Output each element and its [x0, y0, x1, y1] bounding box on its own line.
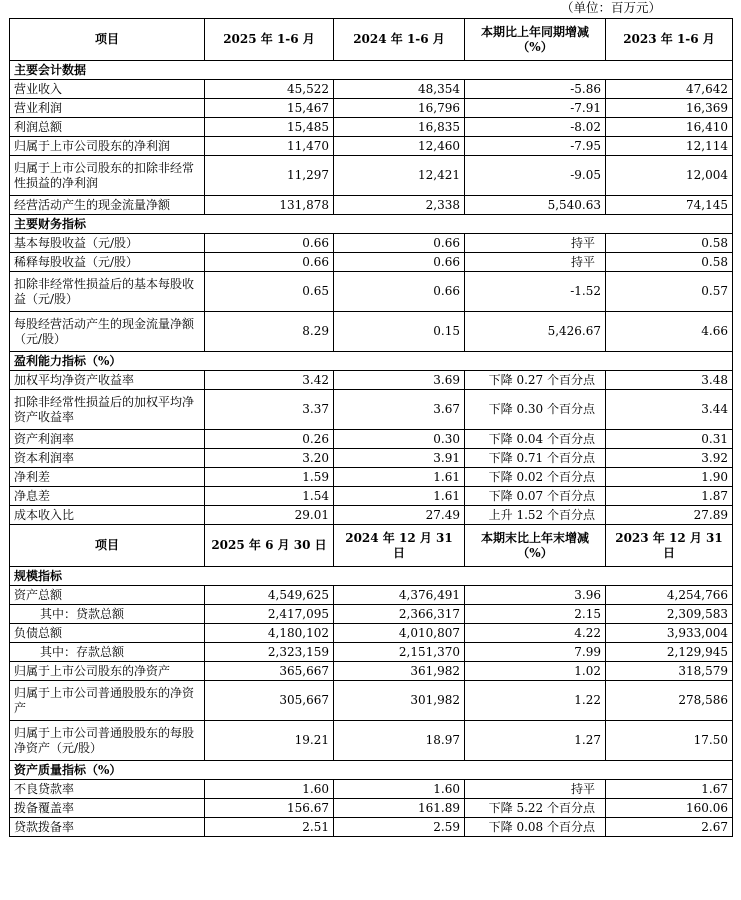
column-header: 项目 — [10, 525, 205, 567]
row-label: 归属于上市公司股东的净利润 — [10, 137, 205, 156]
value-current: 1.59 — [205, 468, 334, 487]
value-prior: 12,460 — [334, 137, 465, 156]
column-header: 2025 年 1-6 月 — [205, 19, 334, 61]
table-row — [10, 312, 733, 352]
value-earlier: 4,254,766 — [606, 586, 733, 605]
value-earlier: 12,004 — [606, 156, 733, 196]
value-change: 上升 1.52 个百分点 — [465, 506, 606, 525]
value-prior: 4,376,491 — [334, 586, 465, 605]
value-earlier: 1.67 — [606, 780, 733, 799]
section-row — [10, 567, 733, 586]
row-label: 利润总额 — [10, 118, 205, 137]
column-header: 本期末比上年末增减（%） — [465, 525, 606, 567]
value-prior: 3.67 — [334, 390, 465, 430]
table-row — [10, 80, 733, 99]
value-earlier: 16,410 — [606, 118, 733, 137]
value-current: 0.66 — [205, 234, 334, 253]
value-change: -5.86 — [465, 80, 606, 99]
table-row — [10, 586, 733, 605]
value-current: 156.67 — [205, 799, 334, 818]
value-change: 1.22 — [465, 681, 606, 721]
value-earlier: 47,642 — [606, 80, 733, 99]
value-earlier: 0.31 — [606, 430, 733, 449]
section-title: 盈利能力指标（%） — [10, 352, 733, 371]
row-label: 归属于上市公司股东的净资产 — [10, 662, 205, 681]
value-earlier: 3.48 — [606, 371, 733, 390]
column-header: 2023 年 12 月 31 日 — [606, 525, 733, 567]
value-prior: 2,366,317 — [334, 605, 465, 624]
row-label: 归属于上市公司普通股股东的每股净资产（元/股） — [10, 721, 205, 761]
value-current: 19.21 — [205, 721, 334, 761]
value-current: 0.26 — [205, 430, 334, 449]
table-row — [10, 468, 733, 487]
value-current: 3.42 — [205, 371, 334, 390]
value-change: -1.52 — [465, 272, 606, 312]
value-current: 365,667 — [205, 662, 334, 681]
table-row — [10, 137, 733, 156]
value-current: 0.66 — [205, 253, 334, 272]
section-title: 主要财务指标 — [10, 215, 733, 234]
value-current: 15,467 — [205, 99, 334, 118]
table-row — [10, 662, 733, 681]
table-row — [10, 799, 733, 818]
value-current: 4,549,625 — [205, 586, 334, 605]
value-change: 7.99 — [465, 643, 606, 662]
table-row — [10, 487, 733, 506]
value-current: 45,522 — [205, 80, 334, 99]
value-change: 下降 0.27 个百分点 — [465, 371, 606, 390]
row-label: 营业收入 — [10, 80, 205, 99]
value-prior: 18.97 — [334, 721, 465, 761]
value-change: 下降 5.22 个百分点 — [465, 799, 606, 818]
value-earlier: 2.67 — [606, 818, 733, 837]
value-change: 下降 0.30 个百分点 — [465, 390, 606, 430]
table-row — [10, 156, 733, 196]
value-earlier: 74,145 — [606, 196, 733, 215]
value-prior: 0.30 — [334, 430, 465, 449]
value-current: 131,878 — [205, 196, 334, 215]
value-change: 下降 0.08 个百分点 — [465, 818, 606, 837]
value-prior: 16,835 — [334, 118, 465, 137]
row-label: 其中：存款总额 — [10, 643, 205, 662]
value-change: 下降 0.04 个百分点 — [465, 430, 606, 449]
section-title: 主要会计数据 — [10, 61, 733, 80]
financial-summary-table — [9, 18, 733, 837]
value-prior: 1.60 — [334, 780, 465, 799]
value-earlier: 3.44 — [606, 390, 733, 430]
value-current: 0.65 — [205, 272, 334, 312]
row-label: 资产利润率 — [10, 430, 205, 449]
value-prior: 16,796 — [334, 99, 465, 118]
row-label: 不良贷款率 — [10, 780, 205, 799]
section-row — [10, 215, 733, 234]
row-label: 净利差 — [10, 468, 205, 487]
value-earlier: 160.06 — [606, 799, 733, 818]
table-row — [10, 721, 733, 761]
value-prior: 3.91 — [334, 449, 465, 468]
row-label: 贷款拨备率 — [10, 818, 205, 837]
table-row — [10, 681, 733, 721]
value-change: 5,540.63 — [465, 196, 606, 215]
value-change: -9.05 — [465, 156, 606, 196]
value-earlier: 2,129,945 — [606, 643, 733, 662]
value-change: 1.27 — [465, 721, 606, 761]
value-prior: 161.89 — [334, 799, 465, 818]
value-earlier: 17.50 — [606, 721, 733, 761]
value-change: -8.02 — [465, 118, 606, 137]
column-header: 2023 年 1-6 月 — [606, 19, 733, 61]
row-label: 其中：贷款总额 — [10, 605, 205, 624]
value-change: 2.15 — [465, 605, 606, 624]
value-earlier: 1.90 — [606, 468, 733, 487]
row-label: 资本利润率 — [10, 449, 205, 468]
value-prior: 0.66 — [334, 272, 465, 312]
value-prior: 2.59 — [334, 818, 465, 837]
table-row — [10, 371, 733, 390]
section-row — [10, 352, 733, 371]
value-change: 持平 — [465, 780, 606, 799]
value-current: 4,180,102 — [205, 624, 334, 643]
table-row — [10, 430, 733, 449]
value-change: 下降 0.71 个百分点 — [465, 449, 606, 468]
row-label: 成本收入比 — [10, 506, 205, 525]
value-prior: 12,421 — [334, 156, 465, 196]
row-label: 每股经营活动产生的现金流量净额（元/股） — [10, 312, 205, 352]
row-label: 归属于上市公司股东的扣除非经常性损益的净利润 — [10, 156, 205, 196]
value-current: 2,323,159 — [205, 643, 334, 662]
table-row — [10, 118, 733, 137]
value-change: 5,426.67 — [465, 312, 606, 352]
value-prior: 301,982 — [334, 681, 465, 721]
header-row — [10, 525, 733, 567]
table-row — [10, 253, 733, 272]
row-label: 负债总额 — [10, 624, 205, 643]
value-prior: 3.69 — [334, 371, 465, 390]
value-change: -7.91 — [465, 99, 606, 118]
header-row — [10, 19, 733, 61]
table-row — [10, 272, 733, 312]
table-row — [10, 780, 733, 799]
section-row — [10, 761, 733, 780]
value-prior: 1.61 — [334, 468, 465, 487]
value-current: 3.37 — [205, 390, 334, 430]
value-change: 下降 0.02 个百分点 — [465, 468, 606, 487]
row-label: 资产总额 — [10, 586, 205, 605]
value-prior: 0.66 — [334, 253, 465, 272]
value-current: 11,297 — [205, 156, 334, 196]
value-prior: 0.66 — [334, 234, 465, 253]
table-row — [10, 506, 733, 525]
value-current: 2,417,095 — [205, 605, 334, 624]
value-current: 15,485 — [205, 118, 334, 137]
value-earlier: 0.58 — [606, 234, 733, 253]
value-earlier: 0.58 — [606, 253, 733, 272]
value-prior: 27.49 — [334, 506, 465, 525]
value-earlier: 318,579 — [606, 662, 733, 681]
section-title: 规模指标 — [10, 567, 733, 586]
row-label: 营业利润 — [10, 99, 205, 118]
row-label: 稀释每股收益（元/股） — [10, 253, 205, 272]
value-change: 3.96 — [465, 586, 606, 605]
value-earlier: 0.57 — [606, 272, 733, 312]
column-header: 本期比上年同期增减（%） — [465, 19, 606, 61]
value-change: 1.02 — [465, 662, 606, 681]
value-earlier: 16,369 — [606, 99, 733, 118]
value-prior: 1.61 — [334, 487, 465, 506]
section-title: 资产质量指标（%） — [10, 761, 733, 780]
value-prior: 0.15 — [334, 312, 465, 352]
value-earlier: 2,309,583 — [606, 605, 733, 624]
value-current: 3.20 — [205, 449, 334, 468]
table-row — [10, 449, 733, 468]
value-change: 4.22 — [465, 624, 606, 643]
column-header: 2025 年 6 月 30 日 — [205, 525, 334, 567]
row-label: 扣除非经常性损益后的加权平均净资产收益率 — [10, 390, 205, 430]
row-label: 净息差 — [10, 487, 205, 506]
value-current: 29.01 — [205, 506, 334, 525]
value-current: 305,667 — [205, 681, 334, 721]
value-prior: 2,338 — [334, 196, 465, 215]
table-body — [10, 19, 733, 837]
value-current: 2.51 — [205, 818, 334, 837]
value-prior: 2,151,370 — [334, 643, 465, 662]
row-label: 基本每股收益（元/股） — [10, 234, 205, 253]
value-prior: 4,010,807 — [334, 624, 465, 643]
unit-label: （单位：百万元） — [560, 0, 661, 15]
value-current: 1.54 — [205, 487, 334, 506]
value-earlier: 12,114 — [606, 137, 733, 156]
row-label: 加权平均净资产收益率 — [10, 371, 205, 390]
value-prior: 48,354 — [334, 80, 465, 99]
table-row — [10, 99, 733, 118]
table-row — [10, 234, 733, 253]
value-prior: 361,982 — [334, 662, 465, 681]
section-row — [10, 61, 733, 80]
value-earlier: 4.66 — [606, 312, 733, 352]
column-header: 项目 — [10, 19, 205, 61]
value-change: -7.95 — [465, 137, 606, 156]
value-change: 下降 0.07 个百分点 — [465, 487, 606, 506]
row-label: 扣除非经常性损益后的基本每股收益（元/股） — [10, 272, 205, 312]
column-header: 2024 年 12 月 31 日 — [334, 525, 465, 567]
value-earlier: 27.89 — [606, 506, 733, 525]
table-row — [10, 390, 733, 430]
table-row — [10, 196, 733, 215]
value-current: 8.29 — [205, 312, 334, 352]
value-earlier: 1.87 — [606, 487, 733, 506]
row-label: 归属于上市公司普通股股东的净资产 — [10, 681, 205, 721]
value-earlier: 3,933,004 — [606, 624, 733, 643]
column-header: 2024 年 1-6 月 — [334, 19, 465, 61]
value-earlier: 3.92 — [606, 449, 733, 468]
row-label: 经营活动产生的现金流量净额 — [10, 196, 205, 215]
table-row — [10, 818, 733, 837]
table-row — [10, 624, 733, 643]
row-label: 拨备覆盖率 — [10, 799, 205, 818]
table-row — [10, 643, 733, 662]
value-change: 持平 — [465, 253, 606, 272]
value-change: 持平 — [465, 234, 606, 253]
value-earlier: 278,586 — [606, 681, 733, 721]
value-current: 11,470 — [205, 137, 334, 156]
value-current: 1.60 — [205, 780, 334, 799]
table-row — [10, 605, 733, 624]
